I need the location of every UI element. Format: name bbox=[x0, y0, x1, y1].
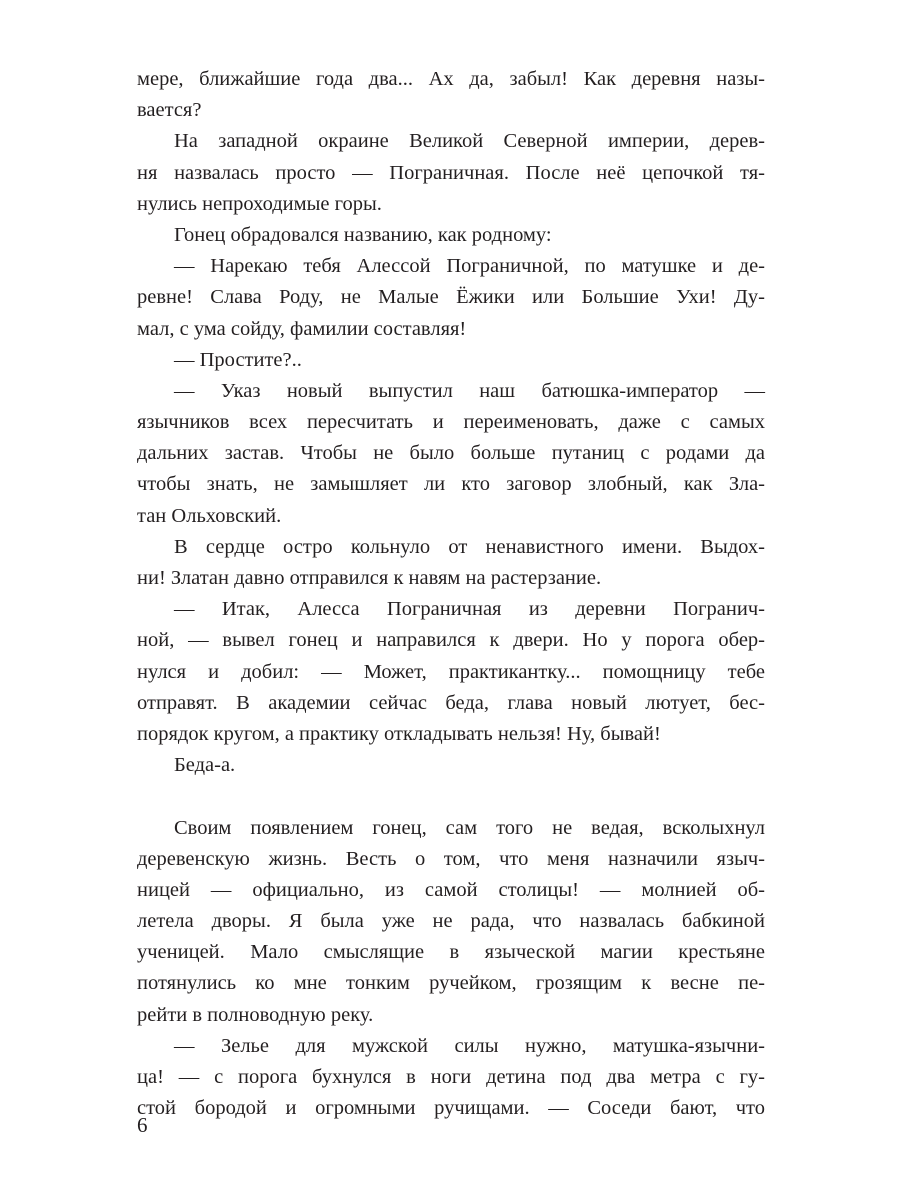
text-line: — Зелье для мужской силы нужно, матушка-язычни- bbox=[174, 1034, 765, 1057]
text-line: мере, ближайшие года два... Ах да, забыл! Как деревня назы- bbox=[137, 68, 765, 90]
text-line: деревенскую жизнь. Весть о том, что меня назначили языч- bbox=[137, 847, 765, 870]
text-line: В сердце остро кольнуло от ненавистного имени. Выдох- bbox=[174, 535, 765, 558]
text-line: На западной окраине Великой Северной империи, дерев- bbox=[174, 130, 765, 153]
section-break bbox=[137, 781, 765, 812]
text-line: ревне! Слава Роду, не Малые Ёжики или Большие Ухи! Ду- bbox=[137, 286, 765, 309]
text-line: нулись непроходимые горы. bbox=[137, 192, 382, 215]
text-line: язычников всех пересчитать и переименовать, даже с самых bbox=[137, 411, 765, 434]
text-line: летела дворы. Я была уже не рада, что назвалась бабкиной bbox=[137, 910, 765, 933]
text-line: Своим появлением гонец, сам того не ведая, всколыхнул bbox=[174, 816, 765, 839]
text-line: потянулись ко мне тонким ручейком, грозящим к весне пе- bbox=[137, 972, 765, 995]
text-line: — Простите?.. bbox=[174, 348, 302, 371]
text-line: нулся и добил: — Может, практикантку... помощницу тебе bbox=[137, 660, 765, 683]
text-line: ницей — официально, из самой столицы! — молнией об- bbox=[137, 878, 765, 901]
text-line: рейти в полноводную реку. bbox=[137, 1003, 374, 1026]
text-line: дальних застав. Чтобы не было больше путаниц с родами да bbox=[137, 442, 765, 465]
text-line: ни! Златан давно отправился к навям на растерзание. bbox=[137, 567, 602, 589]
text-line: порядок кругом, а практику откладывать нельзя! Ну, бывай! bbox=[137, 722, 661, 745]
text-line: вается? bbox=[137, 99, 202, 122]
text-line: тан Ольховский. bbox=[137, 504, 282, 527]
text-line: ца! — с порога бухнулся в ноги детина под два метра с гу- bbox=[137, 1066, 765, 1088]
text-line: стой бородой и огромными ручищами. — Соседи бают, что bbox=[137, 1097, 765, 1120]
text-line: — Указ новый выпустил наш батюшка-император — bbox=[174, 379, 765, 402]
text-line: Беда-а. bbox=[174, 754, 236, 777]
text-line: ня назвалась просто — Пограничная. После неё цепочкой тя- bbox=[137, 161, 765, 184]
text-line: — Нарекаю тебя Алессой Пограничной, по матушке и де- bbox=[174, 255, 765, 278]
text-line: — Итак, Алесса Пограничная из деревни Погранич- bbox=[174, 598, 765, 621]
text-line: ной, — вывел гонец и направился к двери. Но у порога обер- bbox=[137, 629, 765, 652]
text-line: отправят. В академии сейчас беда, глава новый лютует, бес- bbox=[137, 691, 765, 714]
text-line: Гонец обрадовался названию, как родному: bbox=[174, 223, 552, 246]
page-number: 6 bbox=[137, 1113, 148, 1137]
text-line: мал, с ума сойду, фамилии составляя! bbox=[137, 317, 467, 340]
page-body-text bbox=[137, 64, 765, 1124]
text-line: ученицей. Мало смыслящие в языческой магии крестьяне bbox=[137, 941, 765, 964]
text-line: чтобы знать, не замышляет ли кто заговор злобный, как Зла- bbox=[137, 473, 765, 496]
